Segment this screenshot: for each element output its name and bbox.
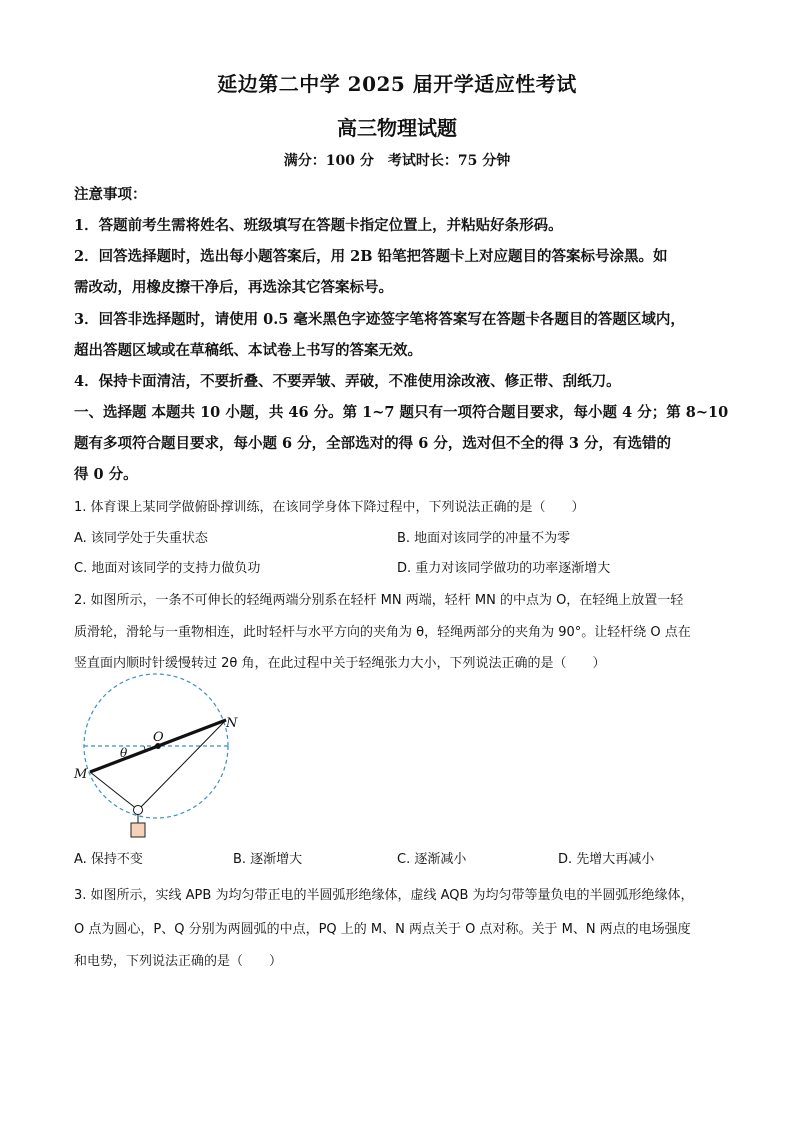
q2-option-a: A. 保持不变 bbox=[74, 852, 143, 867]
q1-stem: 1. 体育课上某同学做俯卧撑训练，在该同学身体下降过程中，下列说法正确的是（ ） bbox=[74, 500, 585, 515]
q2-option-b: B. 逐渐增大 bbox=[233, 852, 303, 867]
rope-right bbox=[138, 720, 226, 810]
note-item-2-line-1: 2．回答选择题时，选出每小题答案后，用 2B 铅笔把答题卡上对应题目的答案标号涂黑。如 bbox=[74, 248, 668, 265]
label-n: N bbox=[226, 716, 238, 731]
label-o: O bbox=[153, 730, 164, 745]
section-1-line-1: 一、选择题 本题共 10 小题，共 46 分。第 1~7 题只有一项符合题目要求，每小题 4 分；第 8~10 bbox=[74, 404, 729, 421]
note-item-1: 1．答题前考生需将姓名、班级填写在答题卡指定位置上，并粘贴好条形码。 bbox=[74, 217, 563, 234]
note-item-3-line-1: 3．回答非选择题时，请使用 0.5 毫米黑色字迹签字笔将答案写在答题卡各题目的答题区域内， bbox=[74, 311, 685, 328]
q1-option-d: D. 重力对该同学做功的功率逐渐增大 bbox=[397, 561, 611, 576]
q1-option-c: C. 地面对该同学的支持力做负功 bbox=[74, 561, 261, 576]
q2-stem-line-2: 质滑轮，滑轮与一重物相连，此时轻杆与水平方向的夹角为 θ，轻绳两部分的夹角为 90°。让轻杆绕 O 点在 bbox=[74, 625, 691, 640]
label-theta: θ bbox=[120, 746, 128, 760]
q3-stem-line-2: O 点为圆心，P、Q 分别为两圆弧的中点，PQ 上的 M、N 两点关于 O 点对称。关于 M、N 两点的电场强度 bbox=[74, 922, 691, 937]
note-item-4: 4．保持卡面清洁，不要折叠、不要弄皱、弄破，不准使用涂改液、修正带、刮纸刀。 bbox=[74, 373, 621, 390]
q1-option-a: A. 该同学处于失重状态 bbox=[74, 531, 208, 546]
exam-info: 满分：100 分 考试时长：75 分钟 bbox=[283, 153, 511, 169]
exam-title: 延边第二中学 2025 届开学适应性考试 bbox=[217, 72, 577, 96]
q2-stem-line-3: 竖直面内顺时针缓慢转过 2θ 角，在此过程中关于轻绳张力大小，下列说法正确的是（ ） bbox=[74, 656, 606, 671]
note-item-3-line-2: 超出答题区域或在草稿纸、本试卷上书写的答案无效。 bbox=[74, 342, 422, 359]
pulley bbox=[134, 806, 143, 815]
label-m: M bbox=[74, 767, 88, 782]
q2-option-c: C. 逐渐减小 bbox=[397, 852, 467, 867]
weight-block bbox=[131, 823, 145, 837]
q2-option-d: D. 先增大再减小 bbox=[558, 852, 655, 867]
section-1-line-3: 得 0 分。 bbox=[74, 466, 138, 483]
notes-heading: 注意事项： bbox=[74, 186, 147, 203]
section-1-line-2: 题有多项符合题目要求，每小题 6 分，全部选对的得 6 分，选对但不全的得 3 分，有选错的 bbox=[74, 435, 672, 452]
subject-title: 高三物理试题 bbox=[337, 116, 457, 140]
q2-stem-line-1: 2. 如图所示，一条不可伸长的轻绳两端分别系在轻杆 MN 两端，轻杆 MN 的中点为 O，在轻绳上放置一轻 bbox=[74, 593, 684, 608]
note-item-2-line-2: 需改动，用橡皮擦干净后，再选涂其它答案标号。 bbox=[74, 279, 393, 296]
q3-stem-line-1: 3. 如图所示，实线 APB 为均匀带正电的半圆弧形绝缘体，虚线 AQB 为均匀带等量负电的半圆弧形绝缘体， bbox=[74, 888, 694, 903]
q2-figure bbox=[70, 672, 245, 844]
q1-option-b: B. 地面对该同学的冲量不为零 bbox=[397, 531, 571, 546]
q3-stem-line-3: 和电势，下列说法正确的是（ ） bbox=[74, 954, 283, 969]
